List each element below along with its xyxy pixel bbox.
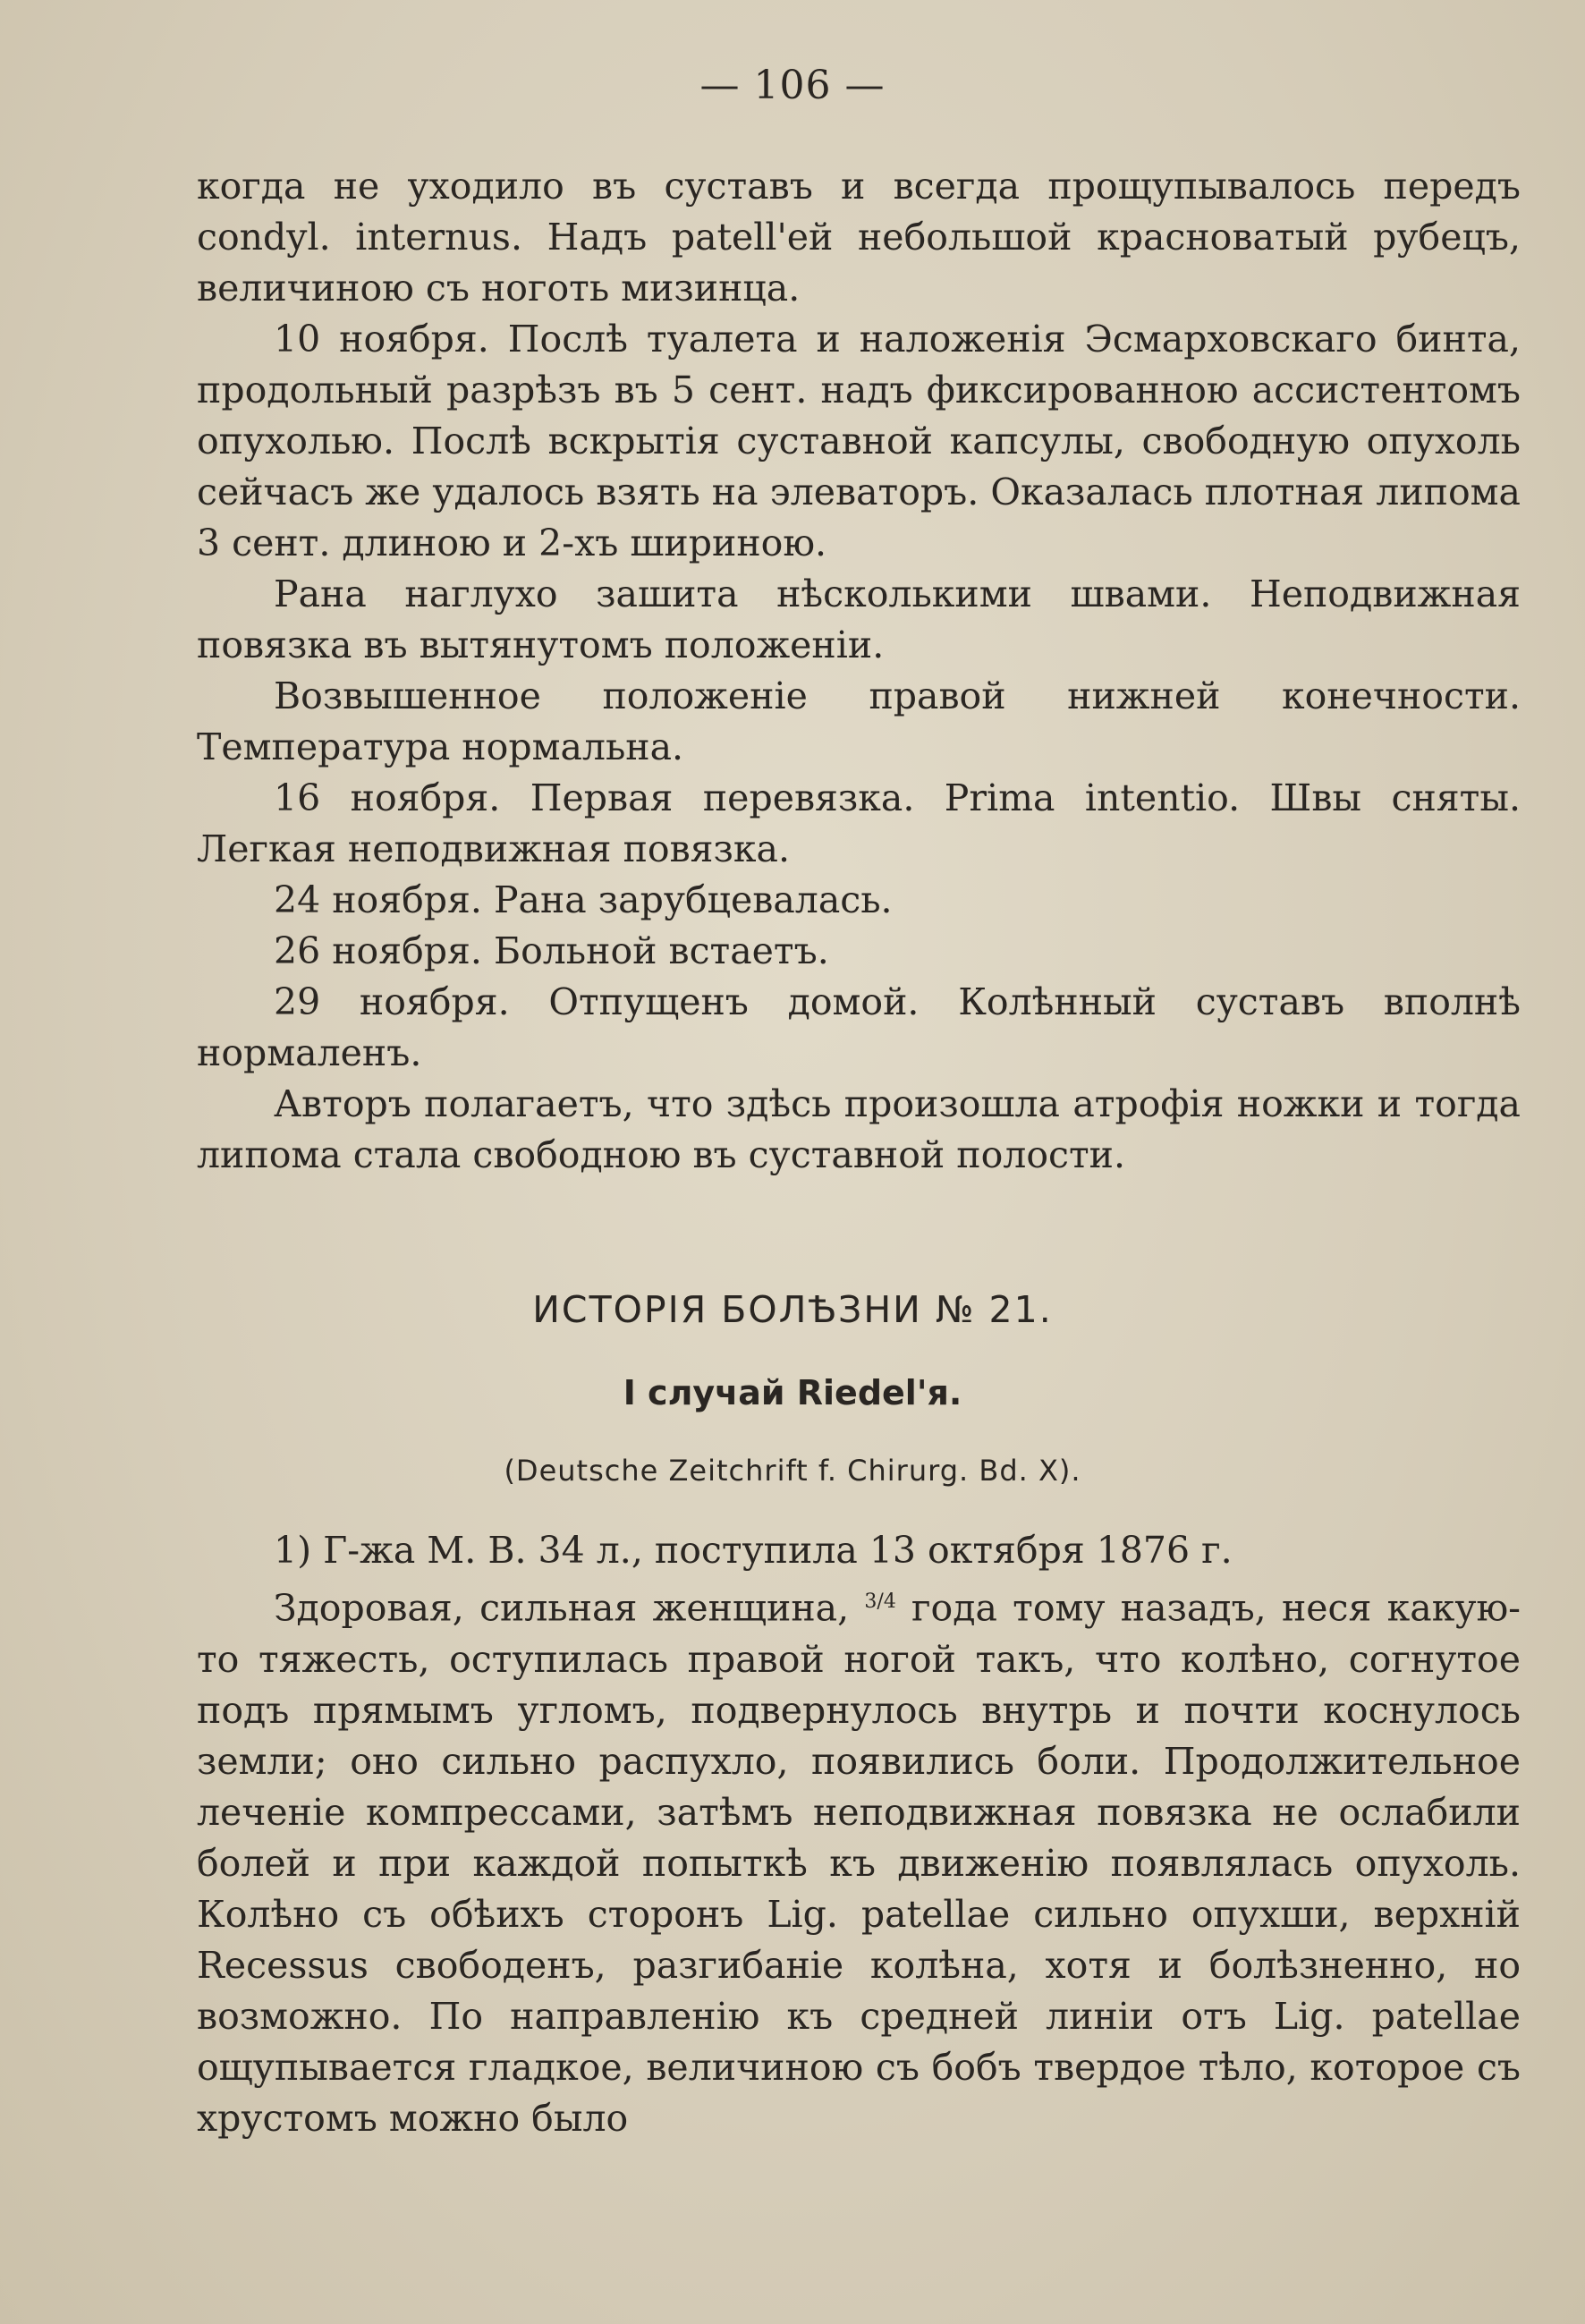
case-history-heading: ИСТОРІЯ БОЛѢЗНИ № 21. xyxy=(532,1288,1053,1331)
history-text-start: Здоровая, сильная женщина, xyxy=(274,1586,865,1630)
paragraph-8: 29 ноября. Отпущенъ домой. Колѣнный суставъ вполнѣ нормаленъ. xyxy=(197,980,1521,1074)
case-21-text xyxy=(197,1525,1521,2144)
paragraph-4: Возвышенное положеніе правой нижней конечности. Температура нормальна. xyxy=(197,674,1521,768)
case-subtitle: I случай Riedel'я. xyxy=(623,1373,962,1412)
paragraph-1: когда не уходило въ суставъ и всегда прощупывалось передъ condyl. internus. Надъ patell'ей небольшой красноватый рубецъ, величиною съ ноготь мизинца. xyxy=(197,165,1521,310)
paragraph-5: 16 ноября. Первая перевязка. Prima intentio. Швы сняты. Легкая неподвижная повязка. xyxy=(197,776,1521,870)
paragraph-3: Рана наглухо зашита нѣсколькими швами. Неподвижная повязка въ вытянутомъ положеніи. xyxy=(197,573,1521,666)
paragraph-6: 24 ноября. Рана зарубцевалась. xyxy=(274,878,893,921)
history-text-rest: года тому назадъ, неся какую-то тяжесть, оступилась правой ногой такъ, что колѣно, согнутое подъ прямымъ угломъ, подвернулось внутрь и почти коснулось земли; оно сильно распухло, появились боли. Продолжительное леченіе компрессами, затѣмъ неподвижная повязка не ослабили болей и при каждой попыткѣ къ движенію появлялась опухоль. Колѣно съ обѣихъ сторонъ Lig. patellae сильно опухши, верхній Recessus свободенъ, разгибаніе колѣна, хотя и болѣзненно, но возможно. По направленію къ средней линіи отъ Lig. patellae ощупывается гладкое, величиною съ бобъ твердое тѣло, которое съ хрустомъ можно было xyxy=(197,1586,1521,2140)
case-continuation-text xyxy=(197,161,1521,1181)
fraction-three-quarters: 3/4 xyxy=(864,1590,896,1613)
page-number: — 106 — xyxy=(699,63,886,108)
patient-intro: 1) Г-жа М. В. 34 л., поступила 13 октября 1876 г. xyxy=(274,1529,1233,1572)
paragraph-7: 26 ноября. Больной встаетъ. xyxy=(274,929,829,972)
case-source-citation: (Deutsche Zeitchrift f. Chirurg. Bd. X). xyxy=(504,1454,1081,1488)
paragraph-9: Авторъ полагаетъ, что здѣсь произошла атрофія ножки и тогда липома стала свободною въ суставной полости. xyxy=(197,1082,1521,1176)
patient-history-paragraph xyxy=(197,1576,1521,2144)
paragraph-2: 10 ноября. Послѣ туалета и наложенія Эсмарховскаго бинта, продольный разрѣзъ въ 5 сент. надъ фиксированною ассистентомъ опухолью. Послѣ вскрытія суставной капсулы, свободную опухоль сейчасъ же удалось взять на элеваторъ. Оказалась плотная липома 3 сент. длиною и 2-хъ шириною. xyxy=(197,318,1521,564)
